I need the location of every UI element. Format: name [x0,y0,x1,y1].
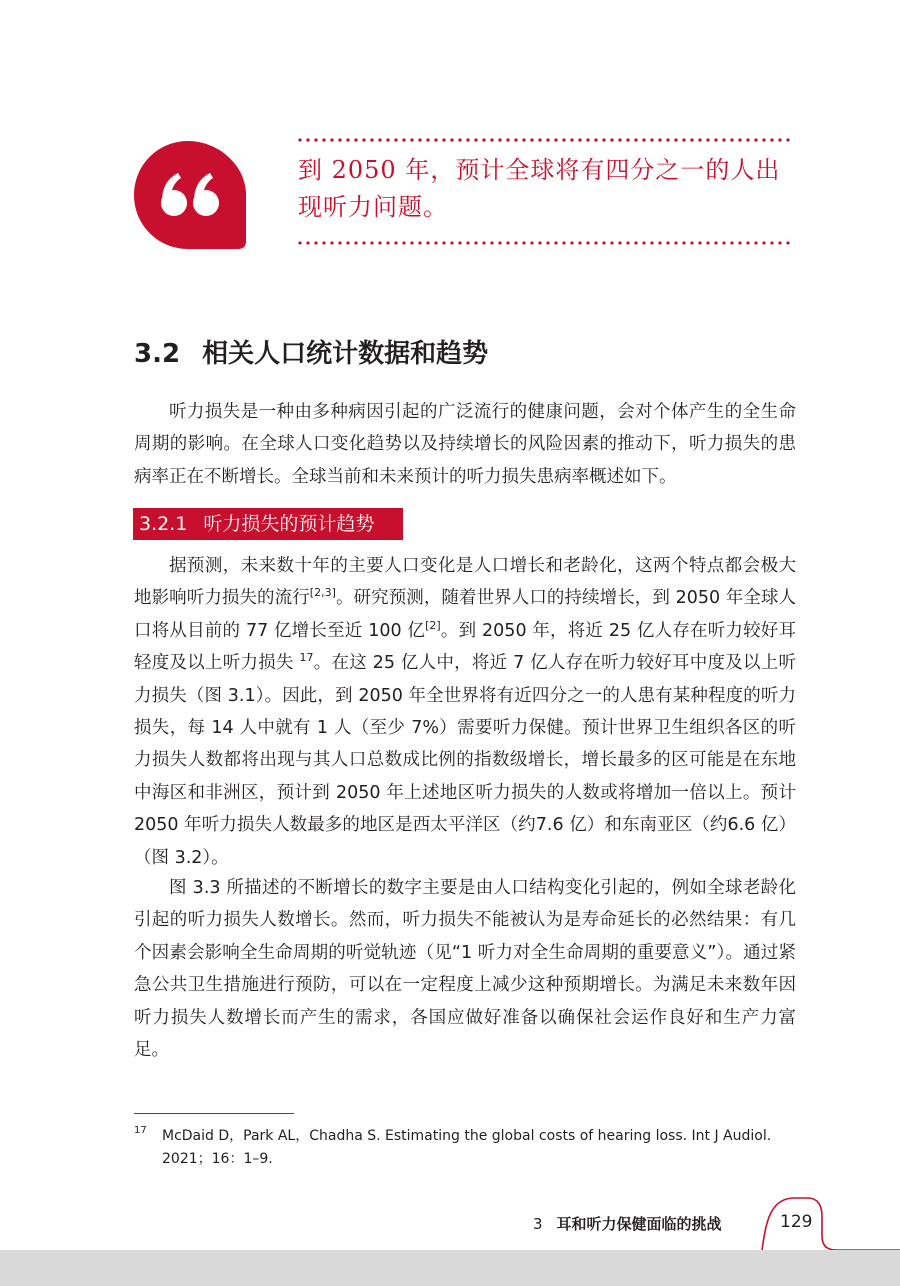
paragraph-text-segment: 。研究预测，随着世界人口的持续增长，到 2050 年全球人口将从目前的 77 亿增长至近 100 亿 [134,588,796,641]
quote-dotted-rule-top [296,138,794,142]
footnote-divider [134,1113,294,1114]
running-footer-chapter [533,1213,722,1234]
citation-ref: [2,3] [309,586,336,600]
paragraph-text-segment: 。到 2050 年，将近 25 亿人存在听力较好耳轻度及以上听力损失 [134,620,796,674]
paragraph-text-segment: 。在这 25 亿人中，将近 7 亿人存在听力较好耳中度及以上听力损失（图 3.1）。因此，到 2050 年全世界将有近四分之一的人患有某种程度的听力损失，每 14 人中就有 1 人（至少 7%）需要听力保健。预计世界卫生组织各区的听力损失人数都将出现与其人口总数成比例的指数级增长，增长最多的区可能是在东地中海区和非洲区，预计到 2050 年上述地区听力损失的人数或将增加一倍以上。预计 2050 年听力损失人数最多的地区是西太平洋区（约7.6 亿）和东南亚区（约6.6 亿）（图 3.2）。 [134,653,797,868]
quote-mark-icon [134,141,246,249]
chapter-title: 耳和听力保健面临的挑战 [556,1215,722,1233]
section-number: 3.2 [134,339,181,369]
section-intro-paragraph: 听力损失是一种由多种病因引起的广泛流行的健康问题，会对个体产生的全生命周期的影响。在全球人口变化趋势以及持续增长的风险因素的推动下，听力损失的患病率正在不断增长。全球当前和未来预计的听力损失患病率概述如下。 [134,402,796,487]
footnote-number: 17 [134,1125,147,1136]
chapter-number: 3 [533,1215,543,1233]
footnote-text: McDaid D，Park AL，Chadha S. Estimating the global costs of hearing loss. Int J Audiol. 2021；16：1–9. [162,1128,772,1167]
subsection-number: 3.2.1 [139,513,188,535]
footer-bar [0,1250,900,1286]
quote-dotted-rule-bottom [296,241,794,245]
paragraph-text-segment: 据预测，未来数十年的主要人口变化是人口增长和老龄化，这两个特点都会极大地影响听力损失的流行 [134,556,796,609]
demographic-paragraph: 图 3.3 所描述的不断增长的数字主要是由人口结构变化引起的，例如全球老龄化引起的听力损失人数增长。然而，听力损失不能被认为是寿命延长的必然结果：有几个因素会影响全生命周期的听觉轨迹（见“1 听力对全生命周期的重要意义”）。通过紧急公共卫生措施进行预防，可以在一定程度上减少这种预期增长。为满足未来数年因听力损失人数增长而产生的需求，各国应做好准备以确保社会运作良好和生产力富足。 [134,878,796,1061]
footnote-ref: 17 [299,651,314,665]
footnote [134,1125,804,1171]
projection-paragraph [134,550,796,874]
section-title: 相关人口统计数据和趋势 [202,339,489,369]
subsection-title: 听力损失的预计趋势 [203,513,375,535]
subsection-heading [133,508,403,540]
section-heading [134,336,488,372]
page-number: 129 [780,1212,813,1232]
pull-quote-text: 到 2050 年，预计全球将有四分之一的人出现听力问题。 [298,156,781,221]
citation-ref: [2] [425,618,441,632]
